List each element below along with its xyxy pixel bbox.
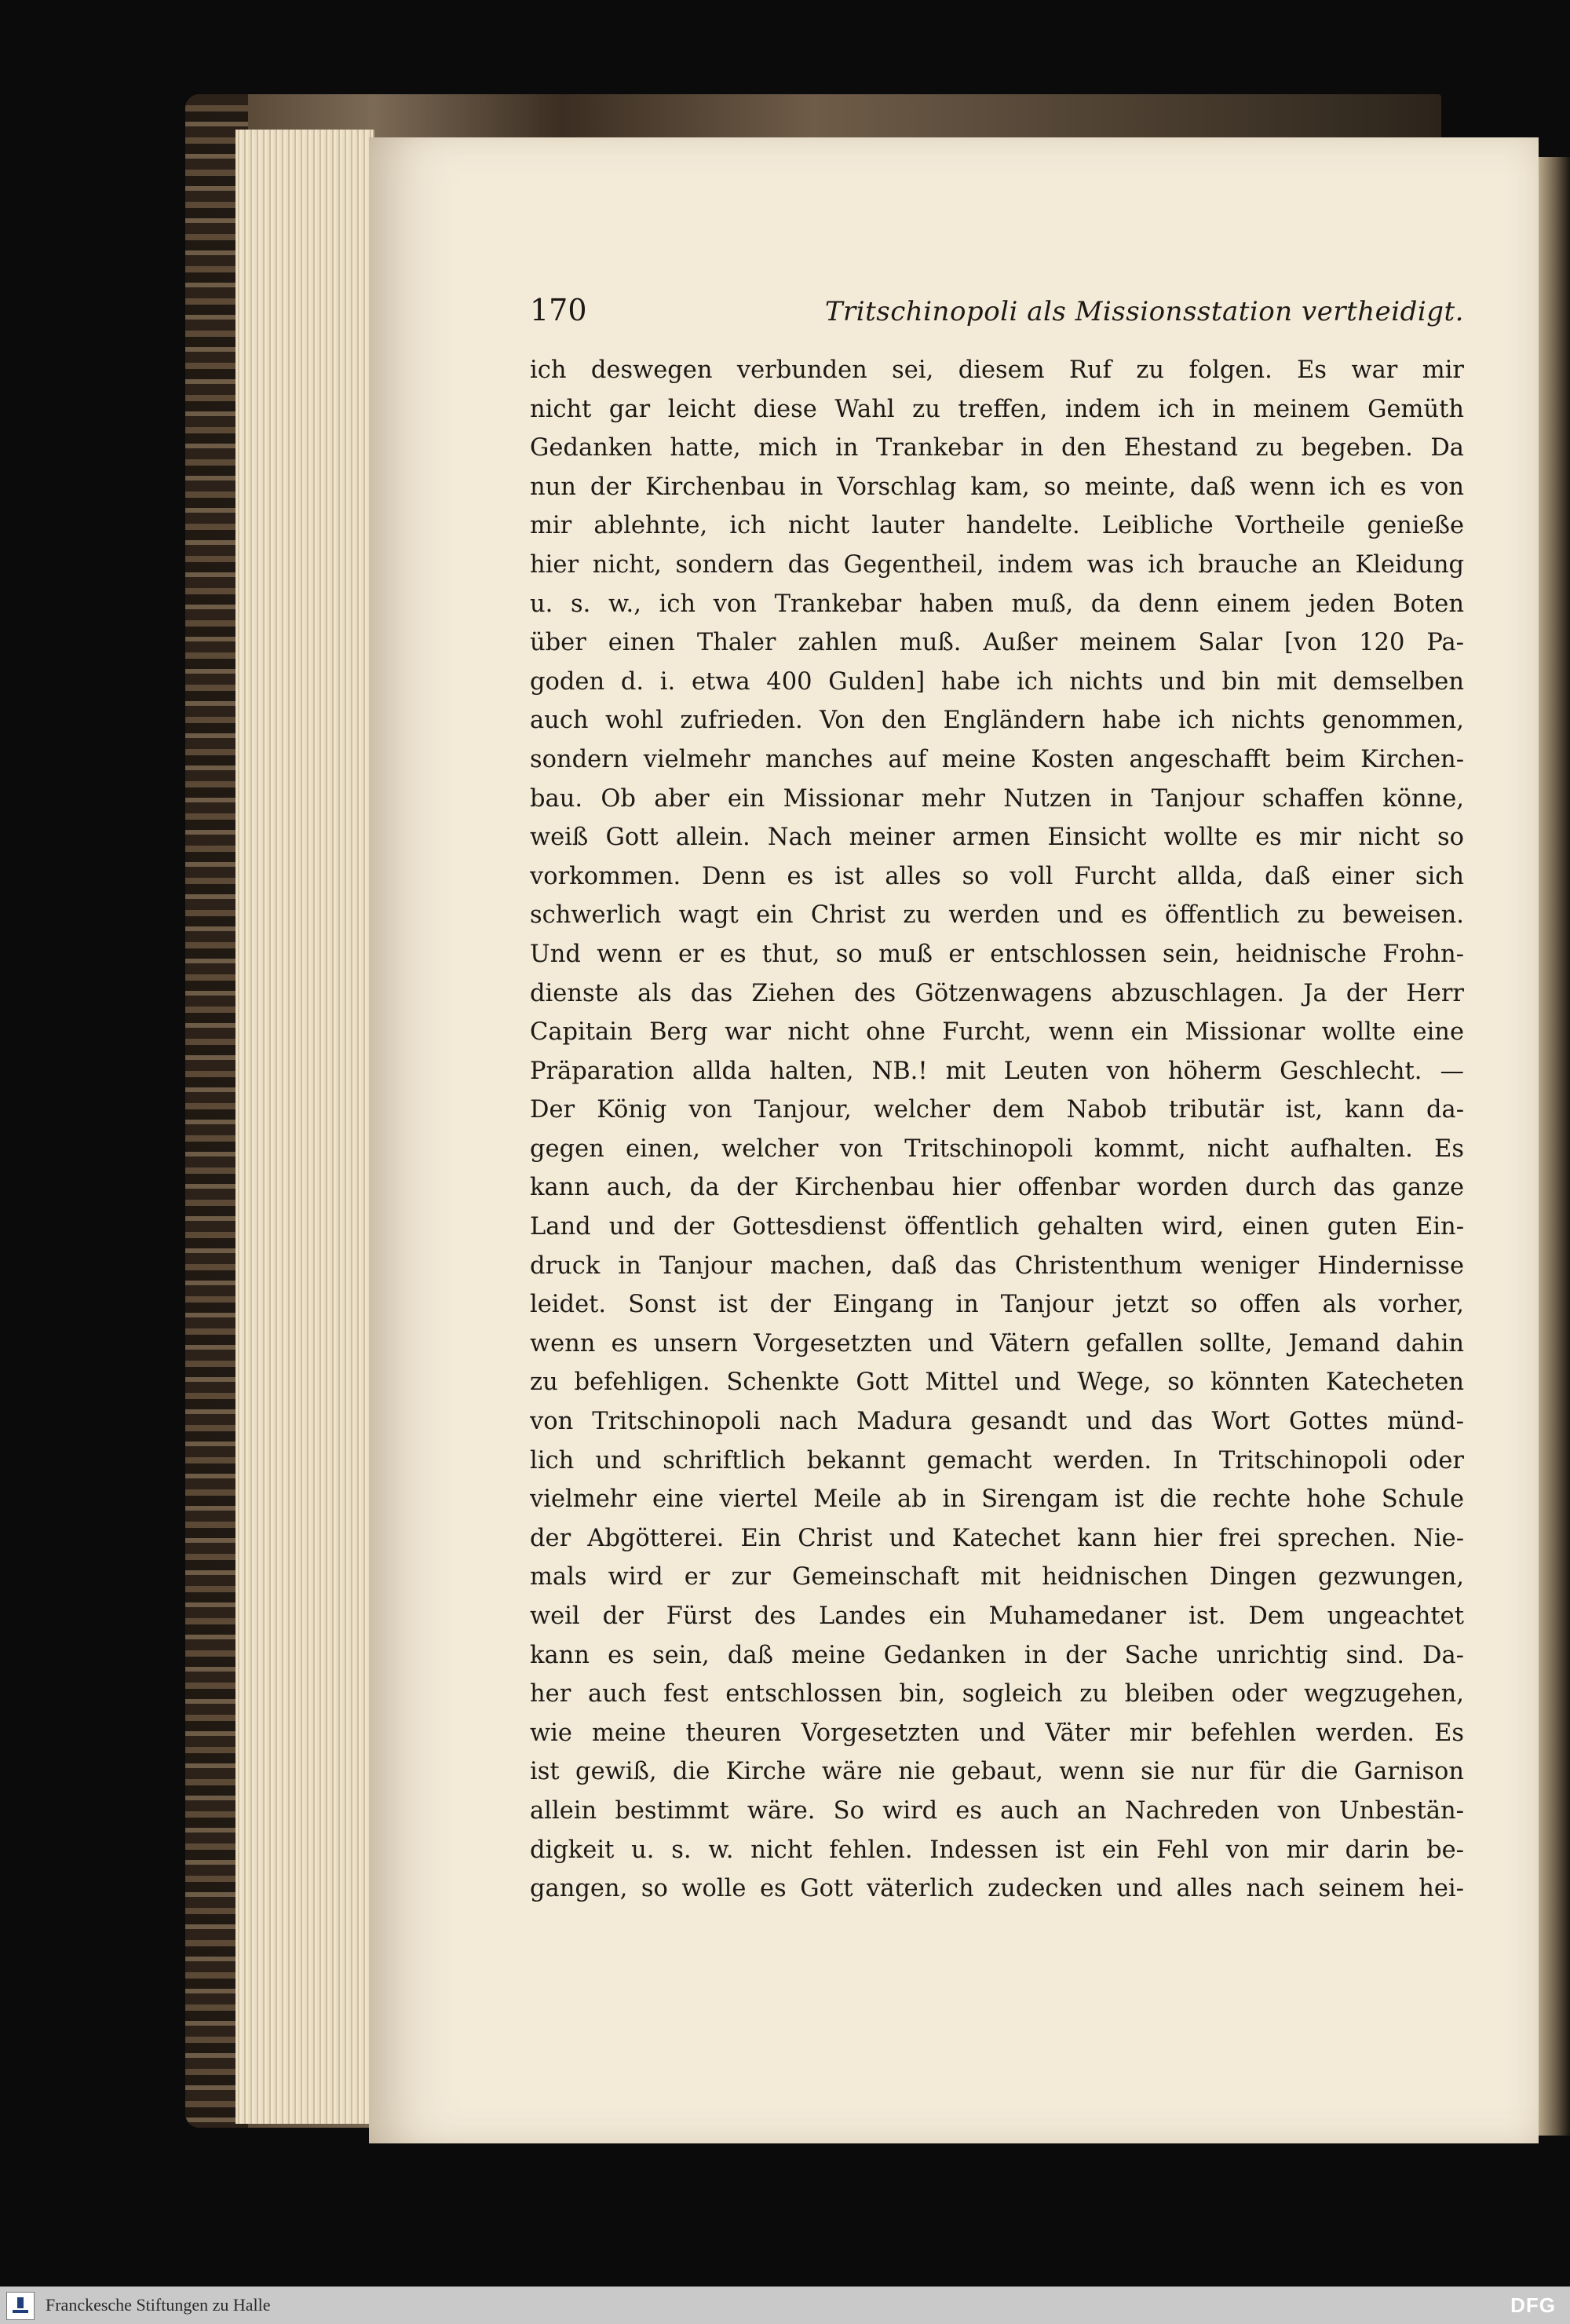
- text-line: her auch fest entschlossen bin, sogleich zu bleiben oder wegzugehen,: [530, 1680, 1464, 1708]
- dfg-logo: DFG: [1510, 2293, 1556, 2317]
- text-line: weil der Fürst des Landes ein Muhamedaner ist. Dem ungeachtet: [530, 1602, 1464, 1630]
- text-line: druck in Tanjour machen, daß das Christenthum weniger Hindernisse: [530, 1252, 1464, 1280]
- body-text: [530, 351, 1464, 1909]
- text-line: vorkommen. Denn es ist alles so voll Furcht allda, daß einer sich: [530, 862, 1464, 890]
- page-stack: [236, 130, 374, 2124]
- text-line: mir ablehnte, ich nicht lauter handelte. Leibliche Vortheile genieße: [530, 512, 1464, 540]
- text-line: kann auch, da der Kirchenbau hier offenbar worden durch das ganze: [530, 1174, 1464, 1202]
- text-line: schwerlich wagt ein Christ zu werden und es öffentlich zu beweisen.: [530, 901, 1464, 930]
- institution-logo-icon: [6, 2292, 35, 2320]
- text-line: wenn es unsern Vorgesetzten und Vätern gefallen sollte, Jemand dahin: [530, 1329, 1464, 1357]
- text-line: weiß Gott allein. Nach meiner armen Einsicht wollte es mir nicht so: [530, 824, 1464, 852]
- text-line: kann es sein, daß meine Gedanken in der Sache unrichtig sind. Da-: [530, 1641, 1464, 1669]
- text-line: Land und der Gottesdienst öffentlich gehalten wird, einen guten Ein-: [530, 1213, 1464, 1241]
- text-line: wie meine theuren Vorgesetzten und Väter mir befehlen werden. Es: [530, 1719, 1464, 1747]
- text-line: u. s. w., ich von Trankebar haben muß, da denn einem jeden Boten: [530, 590, 1464, 618]
- text-line: nicht gar leicht diese Wahl zu treffen, indem ich in meinem Gemüth: [530, 395, 1464, 423]
- institution-name: Franckesche Stiftungen zu Halle: [46, 2295, 271, 2315]
- text-line: von Tritschinopoli nach Madura gesandt und das Wort Gottes münd-: [530, 1408, 1464, 1436]
- text-line: ich deswegen verbunden sei, diesem Ruf zu folgen. Es war mir: [530, 356, 1464, 384]
- text-line: der Abgötterei. Ein Christ und Katechet kann hier frei sprechen. Nie-: [530, 1524, 1464, 1552]
- text-line: auch wohl zufrieden. Von den Engländern habe ich nichts genommen,: [530, 707, 1464, 735]
- text-line: Gedanken hatte, mich in Trankebar in den Ehestand zu begeben. Da: [530, 434, 1464, 462]
- text-line: ist gewiß, die Kirche wäre nie gebaut, wenn sie nur für die Garnison: [530, 1758, 1464, 1786]
- text-line: bau. Ob aber ein Missionar mehr Nutzen in Tanjour schaffen könne,: [530, 784, 1464, 813]
- page-gutter-shadow: [1535, 157, 1570, 2136]
- text-line: sondern vielmehr manches auf meine Kosten angeschafft beim Kirchen-: [530, 745, 1464, 773]
- text-line: gegen einen, welcher von Tritschinopoli kommt, nicht aufhalten. Es: [530, 1135, 1464, 1163]
- text-line: dienste als das Ziehen des Götzenwagens abzuschlagen. Ja der Herr: [530, 979, 1464, 1007]
- text-line: allein bestimmt wäre. So wird es auch an Nachreden von Unbestän-: [530, 1796, 1464, 1825]
- viewer-footer: [0, 2286, 1570, 2324]
- text-line: digkeit u. s. w. nicht fehlen. Indessen ist ein Fehl von mir darin be-: [530, 1836, 1464, 1864]
- text-line: Capitain Berg war nicht ohne Furcht, wenn ein Missionar wollte eine: [530, 1018, 1464, 1047]
- text-line: leidet. Sonst ist der Eingang in Tanjour jetzt so offen als vorher,: [530, 1291, 1464, 1319]
- running-head: Tritschinopoli als Missionsstation vertheidigt.: [824, 296, 1464, 327]
- text-line: mals wird er zur Gemeinschaft mit heidnischen Dingen gezwungen,: [530, 1563, 1464, 1591]
- text-line: hier nicht, sondern das Gegentheil, indem was ich brauche an Kleidung: [530, 550, 1464, 579]
- text-line: gangen, so wolle es Gott väterlich zudecken und alles nach seinem hei-: [530, 1875, 1464, 1903]
- page-number: 170: [530, 293, 587, 327]
- text-line: Präparation allda halten, NB.! mit Leuten von höherm Geschlecht. —: [530, 1057, 1464, 1085]
- text-line: lich und schriftlich bekannt gemacht werden. In Tritschinopoli oder: [530, 1446, 1464, 1474]
- page-header: [530, 293, 1464, 331]
- text-line: goden d. i. etwa 400 Gulden] habe ich nichts und bin mit demselben: [530, 667, 1464, 696]
- text-line: Der König von Tanjour, welcher dem Nabob tributär ist, kann da-: [530, 1096, 1464, 1124]
- text-line: nun der Kirchenbau in Vorschlag kam, so meinte, daß wenn ich es von: [530, 473, 1464, 501]
- text-line: Und wenn er es thut, so muß er entschlossen sein, heidnische Frohn-: [530, 940, 1464, 968]
- text-line: zu befehligen. Schenkte Gott Mittel und Wege, so könnten Katecheten: [530, 1368, 1464, 1397]
- text-line: über einen Thaler zahlen muß. Außer meinem Salar [von 120 Pa-: [530, 629, 1464, 657]
- text-line: vielmehr eine viertel Meile ab in Sirengam ist die rechte hohe Schule: [530, 1485, 1464, 1514]
